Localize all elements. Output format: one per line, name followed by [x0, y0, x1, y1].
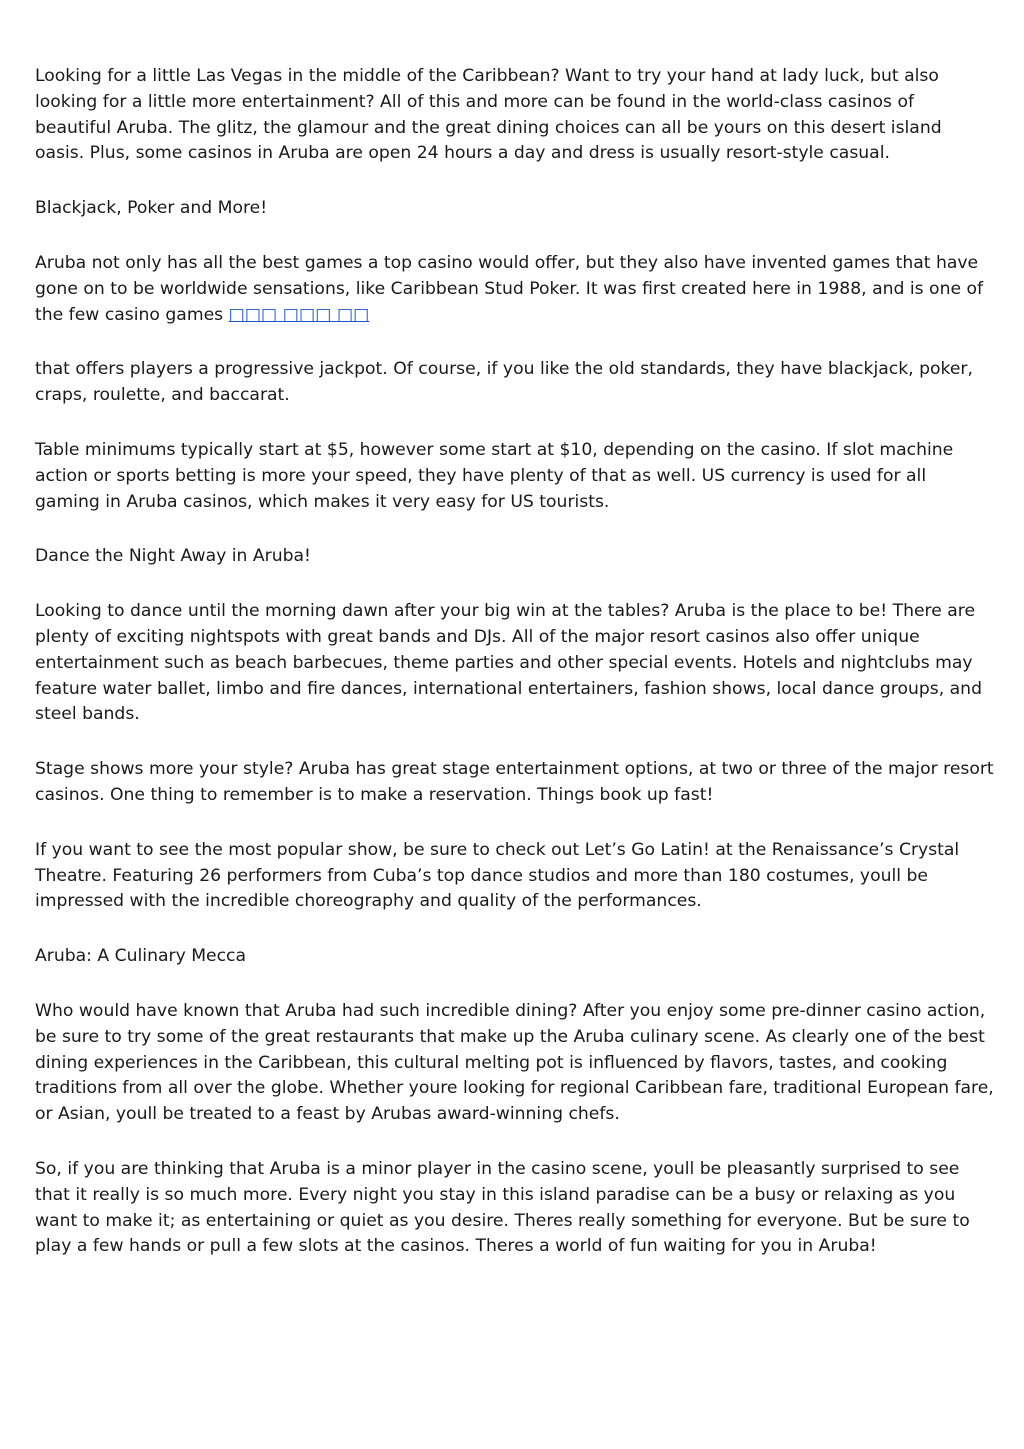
nightlife-paragraph: Looking to dance until the morning dawn after your big win at the tables? Aruba is the place to be! There are plenty of exciting nightspots with great bands and DJs. All of the major resort casinos also offer unique entertainment such as beach barbecues, theme parties and other special events. Hotels and nightclubs may feature water ballet, limbo and fire dances, international entertainers, fashion shows, local dance groups, and steel bands. [35, 601, 982, 725]
popular-show-paragraph: If you want to see the most popular show, be sure to check out Let’s Go Latin! at the Renaissance’s Crystal Theatre. Featuring 26 performers from Cuba’s top dance studios and more than 180 costumes, youll be impressed with the incredible choreography and quality of the performances. [35, 839, 960, 912]
stage-shows-paragraph: Stage shows more your style? Aruba has great stage entertainment options, at two or three of the major resort casinos. One thing to remember is to make a reservation. Things book up fast! [35, 759, 994, 805]
heading-dance-night: Dance the Night Away in Aruba! [35, 546, 311, 567]
document-body [35, 64, 995, 1289]
casino-link-text[interactable]: □□□ □□□ □□ [228, 304, 370, 325]
heading-culinary-mecca: Aruba: A Culinary Mecca [35, 946, 247, 967]
games-paragraph [35, 251, 995, 328]
heading-blackjack-poker: Blackjack, Poker and More! [35, 198, 268, 219]
table-minimums-paragraph: Table minimums typically start at $5, however some start at $10, depending on the casino. If slot machine action or sports betting is more your speed, they have plenty of that as well. US currency is used for all gaming in Aruba casinos, which makes it very easy for US tourists. [35, 439, 954, 512]
dining-paragraph: Who would have known that Aruba had such incredible dining? After you enjoy some pre-dinner casino action, be sure to try some of the great restaurants that make up the Aruba culinary scene. As clearly one of the best dining experiences in the Caribbean, this cultural melting pot is influenced by flavors, tastes, and cooking traditions from all over the globe. Whether youre looking for regional Caribbean fare, traditional European fare, or Asian, youll be treated to a feast by Arubas award-winning chefs. [35, 1000, 994, 1125]
games-paragraph-text: Aruba not only has all the best games a top casino would offer, but they also have invented games that have gone on to be worldwide sensations, like Caribbean Stud Poker. It was first created here in 1988, and is one of the few casino games [35, 252, 984, 325]
casino-link[interactable] [229, 305, 370, 325]
jackpot-paragraph: that offers players a progressive jackpot. Of course, if you like the old standards, they have blackjack, poker, craps, roulette, and baccarat. [35, 359, 973, 406]
closing-paragraph: So, if you are thinking that Aruba is a minor player in the casino scene, youll be pleasantly surprised to see that it really is so much more. Every night you stay in this island paradise can be a busy or relaxing as you want to make it; as entertaining or quiet as you desire. Theres really something for everyone. But be sure to play a few hands or pull a few slots at the casinos. Theres a world of fun waiting for you in Aruba! [35, 1158, 970, 1257]
intro-paragraph: Looking for a little Las Vegas in the middle of the Caribbean? Want to try your hand at lady luck, but also looking for a little more entertainment? All of this and more can be found in the world-class casinos of beautiful Aruba. The glitz, the glamour and the great dining choices can all be yours on this desert island oasis. Plus, some casinos in Aruba are open 24 hours a day and dress is usually resort-style casual. [35, 66, 942, 164]
